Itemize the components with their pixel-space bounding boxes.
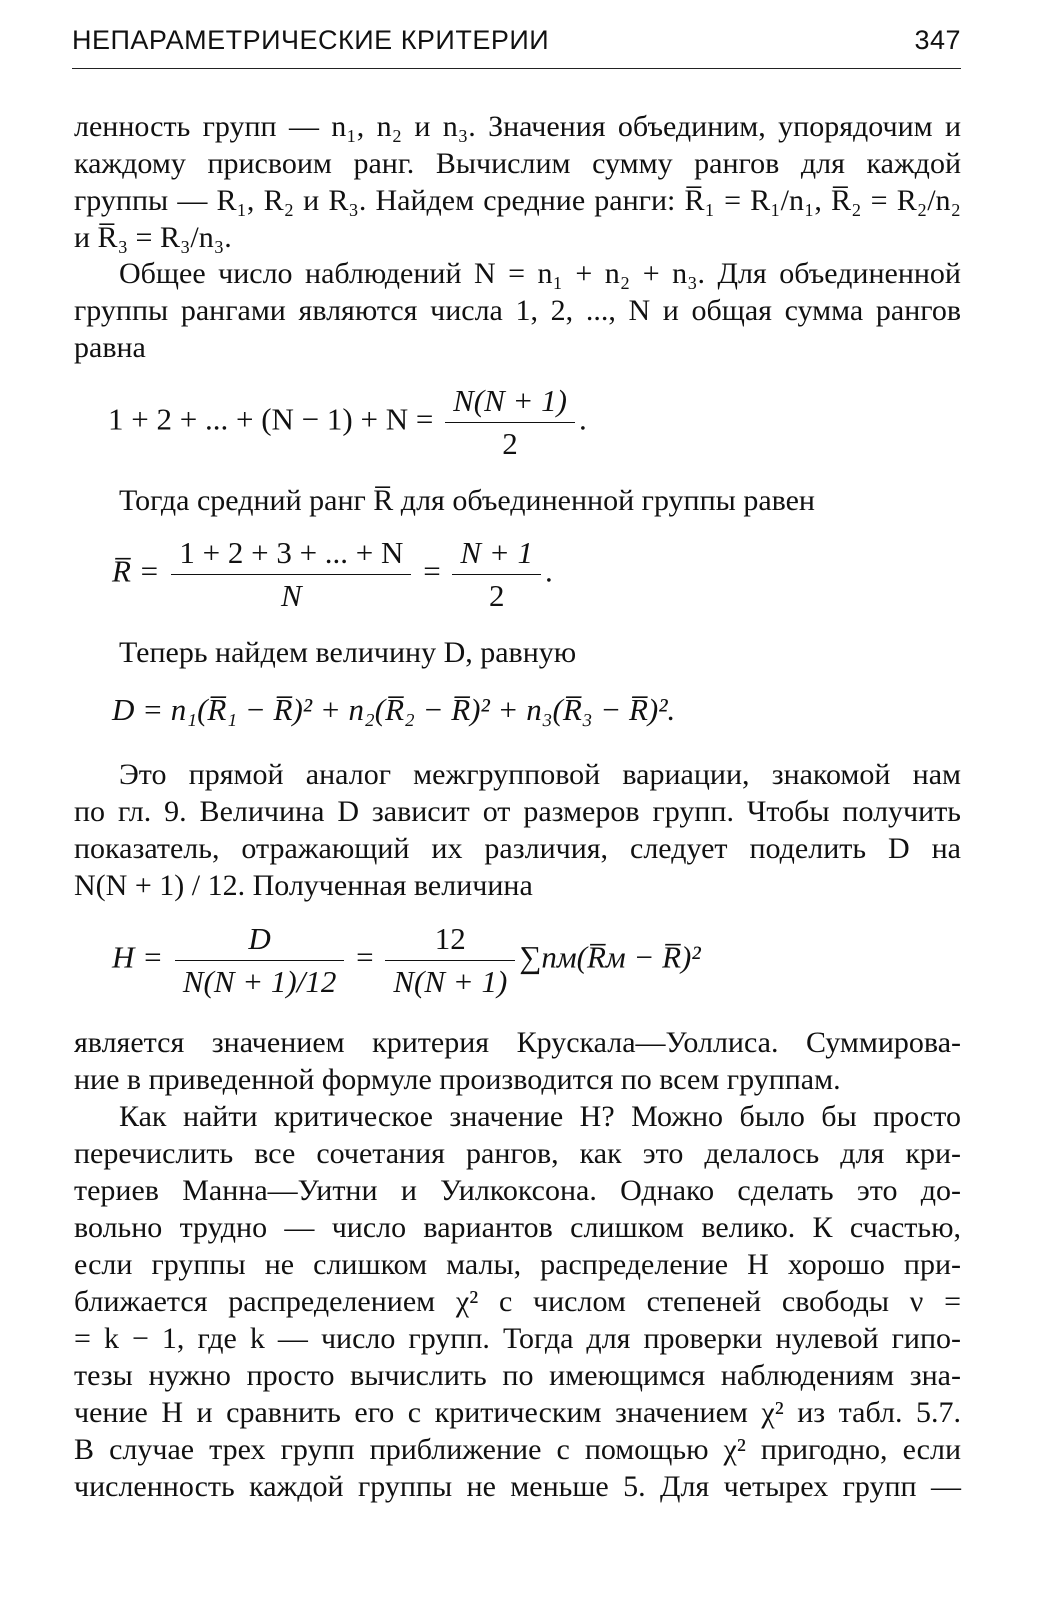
fraction xyxy=(175,918,345,1003)
text-line: = k − 1, где k — число групп. Тогда для проверки нулевой гипо- xyxy=(74,1322,961,1355)
formula-left: R̅ = xyxy=(112,553,160,589)
text-line: тезы нужно просто вычислить по имеющимся наблюдениям зна- xyxy=(74,1359,961,1392)
page-header xyxy=(72,20,961,60)
equals-sign: = xyxy=(356,939,374,975)
fraction-numerator: 1 + 2 + 3 + ... + N xyxy=(171,532,411,575)
fraction-denominator: N(N + 1)/12 xyxy=(182,964,337,999)
fraction xyxy=(171,532,411,617)
text-line: если группы не слишком малы, распределение H хорошо при- xyxy=(74,1248,961,1281)
fraction xyxy=(385,918,515,1003)
formula-kruskal-wallis xyxy=(112,918,701,1003)
text-line: равна xyxy=(74,331,146,364)
text-line: группы рангами являются числа 1, 2, ..., N и общая сумма рангов xyxy=(74,294,961,327)
paragraph-define-d xyxy=(74,634,961,671)
text-line: по гл. 9. Величина D зависит от размеров групп. Чтобы получить xyxy=(74,795,961,828)
text-line: чение H и сравнить его с критическим значением χ² из табл. 5.7. xyxy=(74,1396,961,1429)
paragraph-total-observations xyxy=(74,255,961,366)
fraction-numerator: N(N + 1) xyxy=(445,380,575,423)
text-line: териев Манна—Уитни и Уилкоксона. Однако сделать это до- xyxy=(74,1174,961,1207)
fraction xyxy=(452,532,541,617)
text-line: Это прямой аналог межгрупповой вариации, знакомой нам xyxy=(119,758,961,791)
text-line: В случае трех групп приближение с помощью χ² пригодно, если xyxy=(74,1433,961,1466)
fraction-numerator: N + 1 xyxy=(452,532,541,575)
text-line: Теперь найдем величину D, равную xyxy=(119,636,577,669)
text-line: Тогда средний ранг R̅ для объединенной группы равен xyxy=(119,484,815,517)
paragraph-critical-value xyxy=(74,1098,961,1505)
fraction-denominator: 2 xyxy=(488,578,505,613)
fraction-denominator: N(N + 1) xyxy=(393,964,508,999)
running-title: НЕПАРАМЕТРИЧЕСКИЕ КРИТЕРИИ xyxy=(72,24,550,55)
header-rule xyxy=(72,68,961,69)
text-line: перечислить все сочетания рангов, как это делалось для кри- xyxy=(74,1137,961,1170)
text-line: является значением критерия Крускала—Уоллиса. Суммирова- xyxy=(74,1026,961,1059)
fraction xyxy=(445,380,575,465)
text-line: N(N + 1) / 12. Полученная величина xyxy=(74,869,533,902)
formula-left: H = xyxy=(112,939,164,975)
paragraph-mean-rank xyxy=(74,482,961,519)
text-line: ленность групп — n₁, n₂ и n₃. Значения объединим, упорядочим и xyxy=(74,110,961,143)
text-line: показатель, отражающий их различия, следует поделить D на xyxy=(74,832,961,865)
text-line: и R̅₃ = R₃/n₃. xyxy=(74,221,232,254)
text-line: вольно трудно — число вариантов слишком велико. К счастью, xyxy=(74,1211,961,1244)
text-line: Общее число наблюдений N = n₁ + n₂ + n₃. Для объединенной xyxy=(119,257,961,290)
formula-tail: . xyxy=(579,401,587,437)
paragraph-between-group-variation xyxy=(74,756,961,904)
equals-sign: = xyxy=(423,553,441,589)
summation-term: ∑nм(R̅м − R̅)² xyxy=(519,939,701,975)
text-line: Как найти критическое значение H? Можно было бы просто xyxy=(119,1100,961,1133)
formula-rank-sum xyxy=(108,380,587,465)
fraction-denominator: 2 xyxy=(502,426,518,461)
paragraph-continuation xyxy=(74,108,961,256)
fraction-numerator: D xyxy=(175,918,345,961)
page-number: 347 xyxy=(914,24,961,55)
text-line: каждому присвоим ранг. Вычислим сумму рангов для каждой xyxy=(74,147,961,180)
fraction-numerator: 12 xyxy=(385,918,515,961)
text-line: численность каждой группы не меньше 5. Для четырех групп — xyxy=(74,1470,961,1503)
formula-d: D = n₁(R̅₁ − R̅)² + n₂(R̅₂ − R̅)² + n₃(R̅₃ − R̅)². xyxy=(112,692,676,727)
text-line: ние в приведенной формуле производится по всем группам. xyxy=(74,1063,841,1096)
paragraph-kruskal-wallis xyxy=(74,1024,961,1098)
formula-mean-rank xyxy=(112,532,553,617)
formula-tail: . xyxy=(545,553,553,589)
fraction-denominator: N xyxy=(281,578,302,613)
text-line: ближается распределением χ² с числом степеней свободы ν = xyxy=(74,1285,961,1318)
text-line: группы — R₁, R₂ и R₃. Найдем средние ранги: R̅₁ = R₁/n₁, R̅₂ = R₂/n₂ xyxy=(74,184,961,217)
formula-left: 1 + 2 + ... + (N − 1) + N = xyxy=(108,401,434,437)
